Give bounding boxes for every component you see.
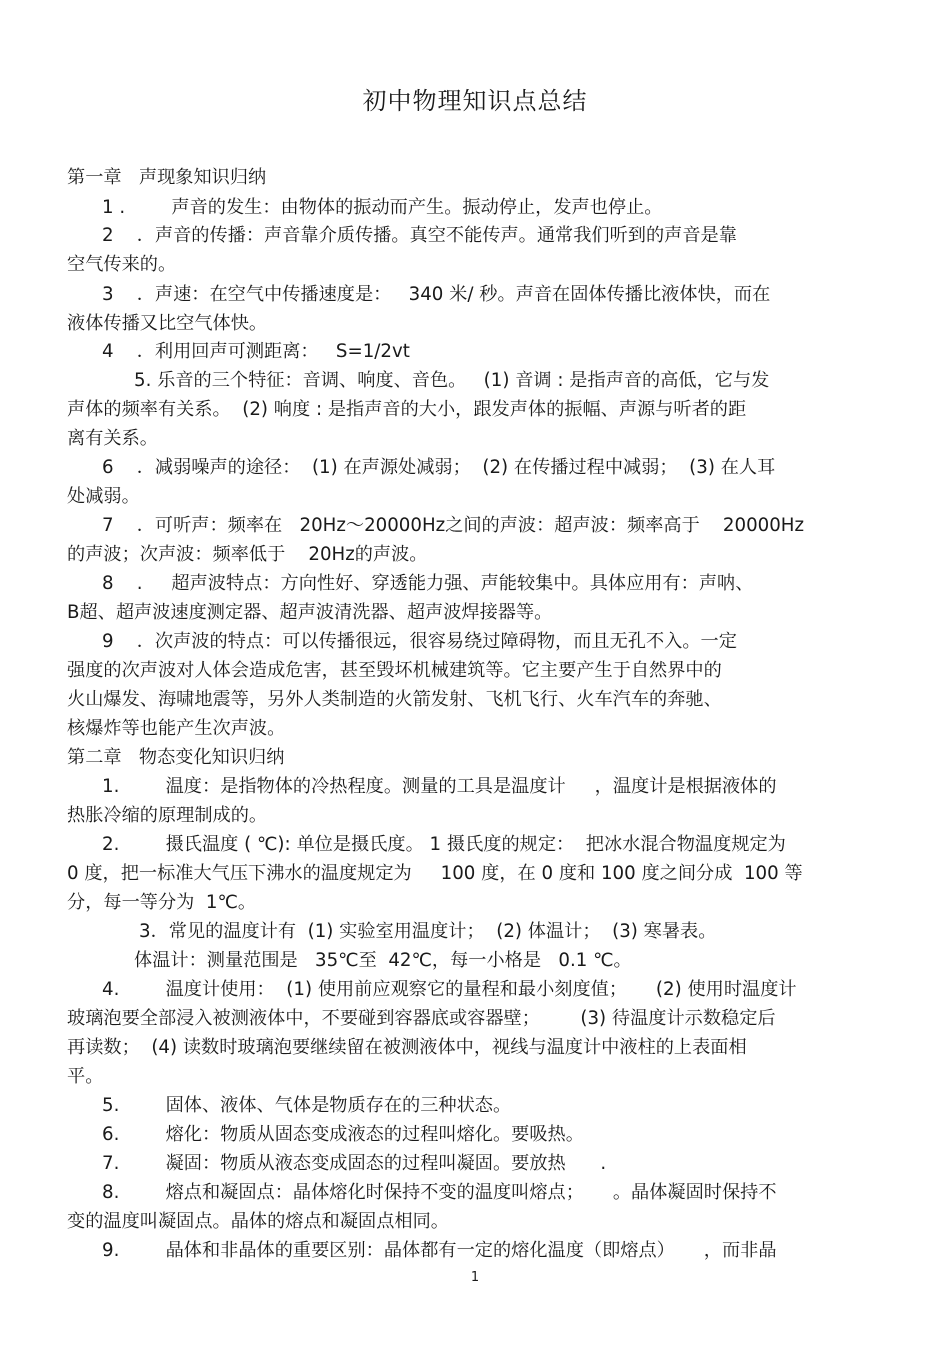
text-line: 变的温度叫凝固点。晶体的熔点和凝固点相同。 xyxy=(67,1211,449,1232)
chapter-heading: 第二章 物态变化知识归纳 xyxy=(67,747,285,768)
text-line: 2 ．声音的传播：声音靠介质传播。真空不能传声。通常我们听到的声音是靠 xyxy=(102,225,737,246)
text-line: 9 ．次声波的特点：可以传播很远，很容易绕过障碍物，而且无孔不入。一定 xyxy=(102,631,737,652)
text-line: 1 . 声音的发生：由物体的振动而产生。振动停止，发声也停止。 xyxy=(102,197,663,218)
text-line: 0 度，把一标准大气压下沸水的温度规定为 100 度，在 0 度和 100 度之间分成 100 等 xyxy=(67,863,803,884)
text-line: 处减弱。 xyxy=(67,486,140,507)
text-line: 核爆炸等也能产生次声波。 xyxy=(67,718,286,739)
text-line: 液体传播又比空气体快。 xyxy=(67,313,268,334)
text-line: 8 . 超声波特点：方向性好、穿透能力强、声能较集中。具体应用有：声呐、 xyxy=(102,573,754,594)
text-line: 5. 固体、液体、气体是物质存在的三种状态。 xyxy=(102,1095,512,1116)
text-line: 再读数； (4) 读数时玻璃泡要继续留在被测液体中，视线与温度计中液柱的上表面相 xyxy=(67,1037,747,1058)
text-line: 声体的频率有关系。 (2) 响度 : 是指声音的大小，跟发声体的振幅、声源与听者的距 xyxy=(67,399,747,420)
page-number: 1 xyxy=(470,1270,480,1285)
text-line: 玻璃泡要全部浸入被测液体中，不要碰到容器底或容器壁； (3) 待温度计示数稳定后 xyxy=(67,1008,776,1029)
text-line: 6 ．减弱噪声的途径： (1) 在声源处减弱； (2) 在传播过程中减弱； (3) 在人耳 xyxy=(102,457,776,478)
text-line: 3 ．声速：在空气中传播速度是： 340 米/ 秒。声音在固体传播比液体快，而在 xyxy=(102,284,771,305)
text-line: 7. 凝固：物质从液态变成固态的过程叫凝固。要放热 . xyxy=(102,1153,607,1174)
text-line: 4. 温度计使用： (1) 使用前应观察它的量程和最小刻度值； (2) 使用时温度计 xyxy=(102,979,797,1000)
text-line: 火山爆发、海啸地震等，另外人类制造的火箭发射、飞机飞行、火车汽车的奔驰、 xyxy=(67,689,722,710)
text-line: 9. 晶体和非晶体的重要区别：晶体都有一定的熔化温度（即熔点） ，而非晶 xyxy=(102,1240,777,1261)
text-line: 热胀冷缩的原理制成的。 xyxy=(67,805,268,826)
text-line: 平。 xyxy=(67,1066,104,1087)
text-line: 8. 熔点和凝固点：晶体熔化时保持不变的温度叫熔点； 。晶体凝固时保持不 xyxy=(102,1182,777,1203)
text-line: 体温计：测量范围是 35℃至 42℃，每一小格是 0.1 ℃。 xyxy=(134,950,632,971)
page-title: 初中物理知识点总结 xyxy=(362,87,588,115)
chapter-heading: 第一章 声现象知识归纳 xyxy=(67,167,267,188)
text-line: 离有关系。 xyxy=(67,428,158,449)
text-line: 7 ．可听声：频率在 20Hz～20000Hz之间的声波：超声波：频率高于 20000Hz xyxy=(102,515,805,536)
text-line: 强度的次声波对人体会造成危害，甚至毁坏机械建筑等。它主要产生于自然界中的 xyxy=(67,660,722,681)
text-line: 分，每一等分为 1℃。 xyxy=(67,892,257,913)
text-line: B超、超声波速度测定器、超声波清洗器、超声波焊接器等。 xyxy=(67,602,553,623)
text-line: 5. 乐音的三个特征：音调、响度、音色。 (1) 音调 : 是指声音的高低，它与发 xyxy=(134,370,770,391)
text-line: 的声波；次声波：频率低于 20Hz的声波。 xyxy=(67,544,428,565)
text-line: 空气传来的。 xyxy=(67,254,177,275)
text-line: 1. 温度：是指物体的冷热程度。测量的工具是温度计 ，温度计是根据液体的 xyxy=(102,776,777,797)
text-line: 4 ．利用回声可测距离： S=1/2vt xyxy=(102,341,410,362)
text-line: 2. 摄氏温度 ( ℃): 单位是摄氏度。 1 摄氏度的规定： 把冰水混合物温度规定为 xyxy=(102,834,786,855)
text-line: 3．常见的温度计有 (1) 实验室用温度计； (2) 体温计； (3) 寒暑表。 xyxy=(139,921,717,942)
text-line: 6. 熔化：物质从固态变成液态的过程叫熔化。要吸热。 xyxy=(102,1124,584,1145)
